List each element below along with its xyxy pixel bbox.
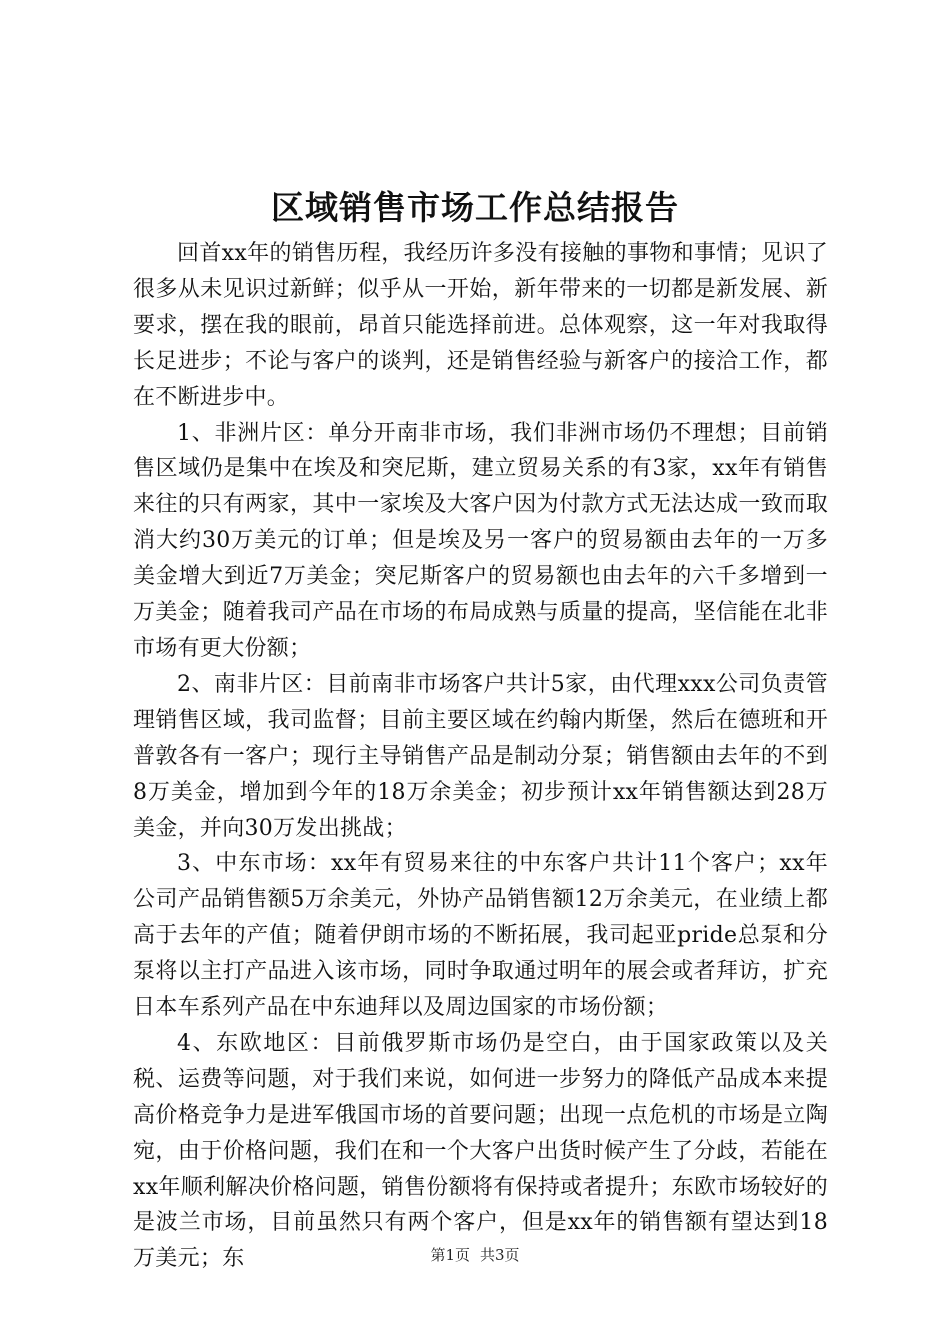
page-number: 第1页: [430, 1246, 470, 1264]
paragraph-middle-east: 3、中东市场：xx年有贸易来往的中东客户共计11个客户；xx年公司产品销售额5万余美元，外协产品销售额12万余美元，在业绩上都高于去年的产值；随着伊朗市场的不断拓展，我司起亚pride总泵和分泵将以主打产品进入该市场，同时争取通过明年的展会或者拜访，扩充日本车系列产品在中东迪拜以及周边国家的市场份额；: [133, 851, 828, 1021]
paragraph-intro: 回首xx年的销售历程，我经历许多没有接触的事物和事情；见识了很多从未见识过新鲜；似乎从一开始，新年带来的一切都是新发展、新要求，摆在我的眼前，昂首只能选择前进。总体观察，这一年对我取得长足进步；不论与客户的谈判，还是销售经验与新客户的接洽工作，都在不断进步中。: [133, 241, 828, 410]
paragraph-eastern-europe: 4、东欧地区：目前俄罗斯市场仍是空白，由于国家政策以及关税、运费等问题，对于我们来说，如何进一步努力的降低产品成本来提高价格竞争力是进军俄国市场的首要问题；出现一点危机的市场是立陶宛，由于价格问题，我们在和一个大客户出货时候产生了分歧，若能在xx年顺利解决价格问题，销售份额将有保持或者提升；东欧市场较好的是波兰市场，目前虽然只有两个客户，但是xx年的销售额有望达到18万美元；东: [133, 1030, 828, 1272]
paragraph-africa: 1、非洲片区：单分开南非市场，我们非洲市场仍不理想；目前销售区域仍是集中在埃及和突尼斯，建立贸易关系的有3家，xx年有销售来往的只有两家，其中一家埃及大客户因为付款方式无法达成一致而取消大约30万美元的订单；但是埃及另一客户的贸易额由去年的一万多美金增大到近7万美金；突尼斯客户的贸易额也由去年的六千多增到一万美金；随着我司产品在市场的布局成熟与质量的提高，坚信能在北非市场有更大份额；: [133, 420, 828, 661]
page-total: 共3页: [480, 1246, 520, 1264]
document-title: 区域销售市场工作总结报告: [271, 188, 679, 227]
document-body: [133, 236, 828, 1277]
page-footer: [0, 1245, 950, 1265]
paragraph-south-africa: 2、南非片区：目前南非市场客户共计5家，由代理xxx公司负责管理销售区域，我司监督；目前主要区域在约翰内斯堡，然后在德班和开普敦各有一客户；现行主导销售产品是制动分泵；销售额由去年的不到8万美金，增加到今年的18万余美金；初步预计xx年销售额达到28万美金，并向30万发出挑战；: [133, 671, 828, 841]
